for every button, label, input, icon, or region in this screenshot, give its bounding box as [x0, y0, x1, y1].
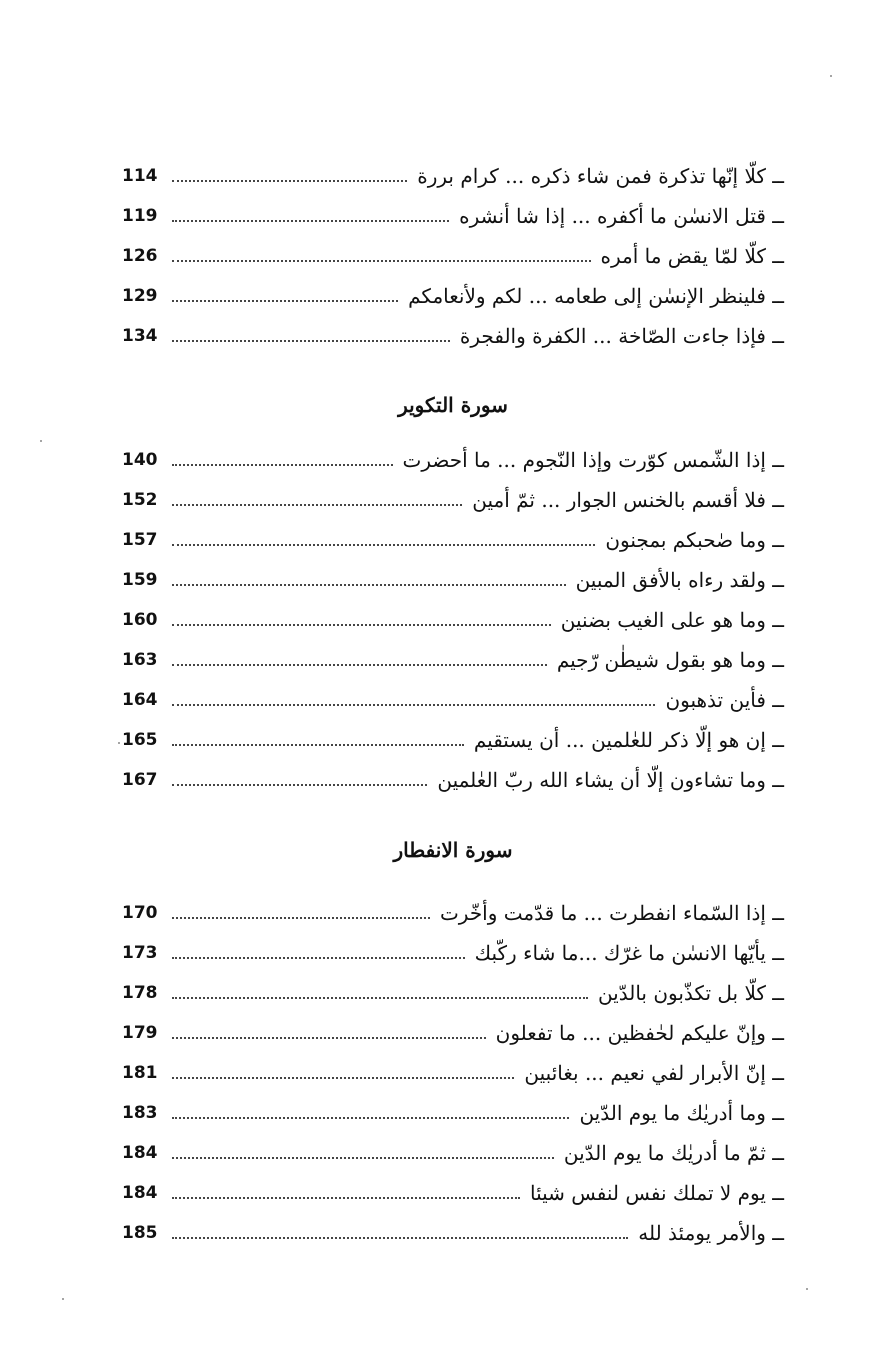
toc-entry — [122, 1213, 784, 1253]
entry-text: ــ وما تشاءون إلّا أن يشاء الله ربّ العٰلمين — [437, 768, 784, 792]
dot-leader — [172, 340, 450, 342]
dot-leader — [172, 504, 462, 506]
toc-entry — [122, 440, 784, 480]
entry-text: ــ فأين تذهبون — [665, 688, 784, 712]
entry-text: ــ إنّ الأبرار لفي نعيم ... بغائبين — [524, 1061, 784, 1085]
dot-leader — [172, 624, 551, 626]
dot-leader — [172, 220, 449, 222]
toc-section-2 — [122, 440, 784, 800]
dot-leader — [172, 917, 430, 919]
toc-entry — [122, 520, 784, 560]
scan-speck — [806, 1288, 808, 1290]
entry-text: ــ وما هو على الغيب بضنين — [560, 608, 784, 632]
entry-text: ــ وما هو بقول شيطٰن رّجيم — [556, 648, 784, 672]
entry-text: ــ ثمّ ما أدريٰك ما يوم الدّين — [563, 1141, 784, 1165]
toc-section-3 — [122, 893, 784, 1253]
entry-page-number: 126 — [122, 246, 158, 266]
toc-entry — [122, 1133, 784, 1173]
dot-leader — [172, 180, 407, 182]
entry-page-number: 157 — [122, 530, 158, 550]
dot-leader — [172, 1037, 486, 1039]
dot-leader — [172, 664, 547, 666]
scan-speck — [118, 742, 120, 744]
entry-text: ــ يأيّها الانسٰن ما غرّك ...ما شاء ركّبك — [474, 941, 784, 965]
entry-page-number: 160 — [122, 610, 158, 630]
entry-text: ــ كلّا لمّا يقض ما أمره — [600, 244, 784, 268]
section-heading-takwir: سورة التكوير — [398, 393, 508, 417]
entry-text: ــ فإذا جاءت الصّاخة ... الكفرة والفجرة — [459, 324, 784, 348]
dot-leader — [172, 300, 398, 302]
entry-text: ــ وإنّ عليكم لحٰفظين ... ما تفعلون — [495, 1021, 784, 1045]
toc-entry — [122, 560, 784, 600]
entry-text: ــ إن هو إلّا ذكر للعٰلمين ... أن يستقيم — [473, 728, 784, 752]
entry-page-number: 183 — [122, 1103, 158, 1123]
scan-speck — [40, 440, 42, 442]
toc-entry — [122, 156, 784, 196]
toc-entry — [122, 236, 784, 276]
entry-page-number: 114 — [122, 166, 158, 186]
dot-leader — [172, 260, 591, 262]
entry-text: ــ إذا الشّمس كوّرت وإذا النّجوم ... ما أحضرت — [402, 448, 784, 472]
toc-entry — [122, 760, 784, 800]
entry-page-number: 129 — [122, 286, 158, 306]
entry-text: ــ ولقد رءاه بالأفق المبين — [575, 568, 784, 592]
toc-entry — [122, 196, 784, 236]
dot-leader — [172, 1237, 628, 1239]
toc-entry — [122, 1053, 784, 1093]
entry-text: ــ كلّا بل تكذّبون بالدّين — [597, 981, 784, 1005]
entry-page-number: 140 — [122, 450, 158, 470]
toc-section-1 — [122, 156, 784, 356]
dot-leader — [172, 1197, 520, 1199]
toc-entry — [122, 1013, 784, 1053]
entry-page-number: 181 — [122, 1063, 158, 1083]
toc-entry — [122, 680, 784, 720]
entry-page-number: 167 — [122, 770, 158, 790]
entry-page-number: 178 — [122, 983, 158, 1003]
entry-page-number: 179 — [122, 1023, 158, 1043]
dot-leader — [172, 704, 655, 706]
entry-text: ــ فلا أقسم بالخنس الجوار ... ثمّ أمين — [472, 488, 784, 512]
entry-text: ــ كلّا إنّها تذكرة فمن شاء ذكره ... كرام بررة — [417, 164, 784, 188]
toc-entry — [122, 720, 784, 760]
entry-page-number: 164 — [122, 690, 158, 710]
toc-entry — [122, 600, 784, 640]
entry-page-number: 163 — [122, 650, 158, 670]
dot-leader — [172, 744, 464, 746]
dot-leader — [172, 957, 465, 959]
entry-text: ــ وما صٰحبكم بمجنون — [605, 528, 784, 552]
toc-entry — [122, 973, 784, 1013]
section-heading-infitar: سورة الانفطار — [393, 838, 513, 862]
entry-text: ــ إذا السّماء انفطرت ... ما قدّمت وأخّرت — [439, 901, 784, 925]
toc-entry — [122, 480, 784, 520]
dot-leader — [172, 544, 595, 546]
scan-speck — [62, 1298, 64, 1300]
entry-page-number: 170 — [122, 903, 158, 923]
entry-page-number: 134 — [122, 326, 158, 346]
entry-page-number: 173 — [122, 943, 158, 963]
entry-page-number: 152 — [122, 490, 158, 510]
entry-text: ــ والأمر يومئذ لله — [638, 1221, 784, 1245]
toc-entry — [122, 316, 784, 356]
entry-page-number: 184 — [122, 1143, 158, 1163]
dot-leader — [172, 464, 393, 466]
entry-page-number: 185 — [122, 1223, 158, 1243]
dot-leader — [172, 997, 588, 999]
toc-entry — [122, 1173, 784, 1213]
dot-leader — [172, 784, 427, 786]
toc-entry — [122, 276, 784, 316]
entry-page-number: 165 — [122, 730, 158, 750]
scan-speck — [830, 75, 832, 77]
toc-entry — [122, 640, 784, 680]
dot-leader — [172, 1157, 554, 1159]
toc-entry — [122, 893, 784, 933]
entry-page-number: 159 — [122, 570, 158, 590]
dot-leader — [172, 1077, 514, 1079]
dot-leader — [172, 1117, 569, 1119]
toc-entry — [122, 933, 784, 973]
entry-text: ــ فلينظر الإنسٰن إلى طعامه ... لكم ولأنعامكم — [408, 284, 784, 308]
entry-text: ــ يوم لا تملك نفس لنفس شيئا — [529, 1181, 784, 1205]
entry-text: ــ وما أدريٰك ما يوم الدّين — [579, 1101, 784, 1125]
entry-page-number: 184 — [122, 1183, 158, 1203]
entry-text: ــ قتل الانسٰن ما أكفره ... إذا شا أنشره — [459, 204, 784, 228]
dot-leader — [172, 584, 566, 586]
entry-page-number: 119 — [122, 206, 158, 226]
toc-entry — [122, 1093, 784, 1133]
